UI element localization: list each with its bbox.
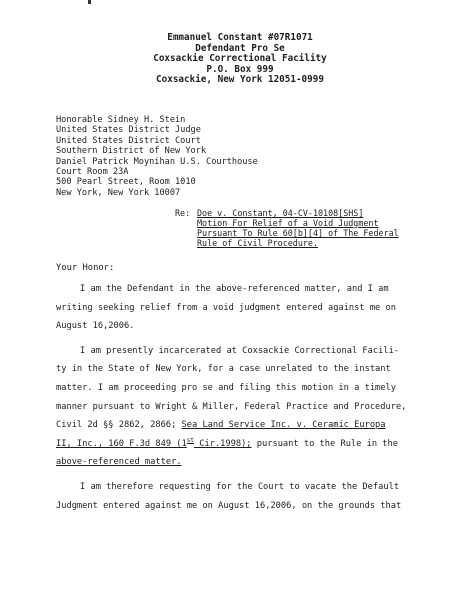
body-line: Judgment entered against me on August 16,2006, on the grounds that — [56, 500, 402, 511]
case-citation: Sea Land Service Inc. v. Ceramic Europa — [181, 420, 386, 431]
recipient-line: United States District Judge — [56, 125, 201, 136]
sender-name: Emmanuel Constant #07R1071 — [167, 32, 313, 43]
body-line: I am therefore requesting for the Court to vacate the Default — [80, 481, 400, 492]
recipient-line: United States District Court — [56, 135, 201, 146]
ordinal-suffix: st — [186, 436, 194, 444]
body-line: manner pursuant to Wright & Miller, Federal Practice and Procedure, — [56, 401, 407, 412]
letter-body — [56, 280, 456, 515]
recipient-line: Daniel Patrick Moynihan U.S. Courthouse — [56, 156, 258, 167]
case-citation: II, Inc., 160 F.3d 849 (1 — [56, 438, 187, 449]
body-line: matter. I am proceeding pro se and filing this motion in a timely — [56, 382, 396, 393]
re-label: Re: — [175, 208, 191, 218]
citation-text: Civil 2d §§ 2862, 2866; — [56, 420, 182, 431]
body-line — [56, 416, 456, 435]
recipient-line: 500 Pearl Street, Room 1010 — [56, 177, 196, 188]
scan-mark — [88, 0, 91, 4]
re-line: Motion For Relief of a Void Judgment — [197, 218, 379, 228]
sender-role: Defendant Pro Se — [195, 42, 285, 54]
re-line: Rule of Civil Procedure. — [197, 238, 319, 248]
body-line: I am presently incarcerated at Coxsackie Correctional Facili- — [80, 345, 400, 356]
body-line: August 16,2006. — [56, 321, 135, 332]
body-line — [56, 435, 456, 454]
body-line: I am the Defendant in the above-referenced matter, and I am — [80, 284, 389, 294]
body-line: ty in the State of New York, for a case unrelated to the instant — [56, 364, 391, 375]
re-line: Pursuant To Rule 60[b][4] of The Federal — [197, 228, 399, 238]
case-citation: Cir.1998); — [194, 438, 252, 449]
recipient-line: Court Room 23A — [56, 167, 129, 178]
recipient-line: New York, New York 10007 — [56, 187, 181, 198]
sender-facility: Coxsackie Correctional Facility — [153, 53, 327, 65]
sender-header — [110, 33, 370, 86]
recipient-address — [56, 115, 258, 198]
body-line: writing seeking relief from a void judgment entered against me on — [56, 302, 396, 313]
sender-city: Coxsackie, New York 12051-0999 — [156, 74, 324, 86]
body-line: above-referenced matter. — [56, 457, 182, 468]
recipient-line: Southern District of New York — [56, 146, 207, 157]
citation-text: pursuant to the Rule in the — [251, 438, 398, 449]
recipient-line: Honorable Sidney H. Stein — [56, 115, 186, 125]
re-line: Doe v. Constant, 04-CV-10108[SHS] — [197, 208, 364, 218]
re-block — [175, 208, 399, 248]
sender-pobox: P.O. Box 999 — [206, 63, 274, 75]
salutation: Your Honor: — [56, 263, 115, 273]
